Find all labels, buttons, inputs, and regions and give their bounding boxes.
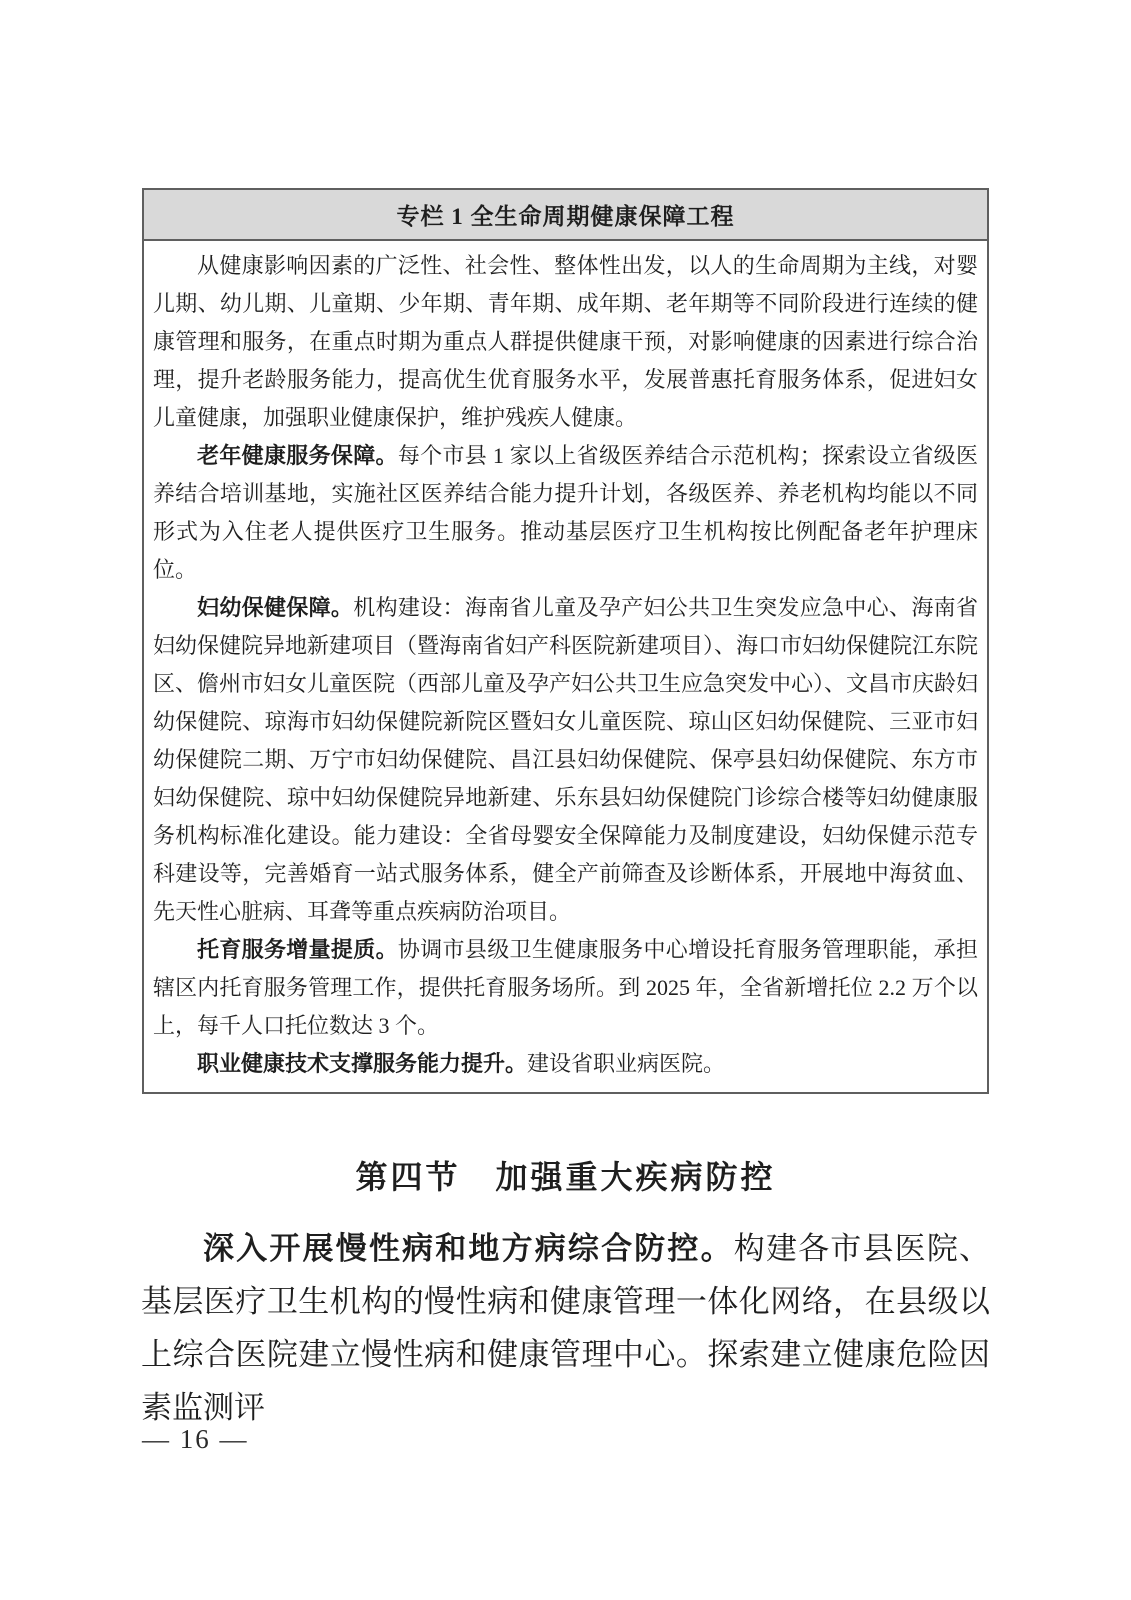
- column-panel: [142, 188, 989, 1094]
- panel-paragraph-childcare: [153, 931, 978, 1045]
- panel-paragraph-maternal: [153, 589, 978, 931]
- section-paragraph-lead: 深入开展慢性病和地方病综合防控。: [203, 1231, 734, 1266]
- panel-paragraph-overview: [153, 247, 978, 437]
- panel-paragraph-maternal-lead: 妇幼保健保障。: [197, 595, 354, 620]
- page-number: — 16 —: [142, 1424, 249, 1454]
- panel-paragraph-childcare-lead: 托育服务增量提质。: [197, 937, 398, 962]
- section-paragraph: [141, 1222, 990, 1434]
- panel-paragraph-maternal-text: 机构建设：海南省儿童及孕产妇公共卫生突发应急中心、海南省妇幼保健院异地新建项目（暨海南省妇产科医院新建项目）、海口市妇幼保健院江东院区、儋州市妇女儿童医院（西部儿童及孕产妇公共卫生应急突发中心）、文昌市庆龄妇幼保健院、琼海市妇幼保健院新院区暨妇女儿童医院、琼山区妇幼保健院、三亚市妇幼保健院二期、万宁市妇幼保健院、昌江县妇幼保健院、保亭县妇幼保健院、东方市妇幼保健院、琼中妇幼保健院异地新建、乐东县妇幼保健院门诊综合楼等妇幼健康服务机构标准化建设。能力建设：全省母婴安全保障能力及制度建设，妇幼保健示范专科建设等，完善婚育一站式服务体系，健全产前筛查及诊断体系，开展地中海贫血、先天性心脏病、耳聋等重点疾病防治项目。: [153, 595, 979, 924]
- panel-paragraph-overview-text: 从健康影响因素的广泛性、社会性、整体性出发，以人的生命周期为主线，对婴儿期、幼儿期、儿童期、少年期、青年期、成年期、老年期等不同阶段进行连续的健康管理和服务，在重点时期为重点人群提供健康干预，对影响健康的因素进行综合治理，提升老龄服务能力，提高优生优育服务水平，发展普惠托育服务体系，促进妇女儿童健康，加强职业健康保护，维护残疾人健康。: [153, 253, 978, 430]
- panel-paragraph-occupational-lead: 职业健康技术支撑服务能力提升。: [197, 1051, 528, 1076]
- panel-paragraph-elderly: [153, 437, 978, 589]
- panel-body: [144, 241, 987, 1092]
- section-heading: 第四节 加强重大疾病防控: [355, 1159, 776, 1195]
- panel-title: 专栏 1 全生命周期健康保障工程: [396, 204, 735, 229]
- panel-header: [144, 190, 987, 241]
- panel-paragraph-childcare-text: 协调市县级卫生健康服务中心增设托育服务管理职能，承担辖区内托育服务管理工作，提供托育服务场所。到 2025 年，全省新增托位 2.2 万个以上，每千人口托位数达 3 个。: [153, 937, 978, 1038]
- section-paragraph-text: 构建各市县医院、基层医疗卫生机构的慢性病和健康管理一体化网络，在县级以上综合医院建立慢性病和健康管理中心。探索建立健康危险因素监测评: [141, 1231, 990, 1425]
- panel-paragraph-occupational: [153, 1045, 978, 1083]
- panel-paragraph-occupational-text: 建设省职业病医院。: [527, 1051, 726, 1076]
- panel-paragraph-elderly-text: 每个市县 1 家以上省级医养结合示范机构；探索设立省级医养结合培训基地，实施社区医养结合能力提升计划，各级医养、养老机构均能以不同形式为入住老人提供医疗卫生服务。推动基层医疗卫生机构按比例配备老年护理床位。: [153, 443, 978, 582]
- panel-paragraph-elderly-lead: 老年健康服务保障。: [197, 443, 398, 468]
